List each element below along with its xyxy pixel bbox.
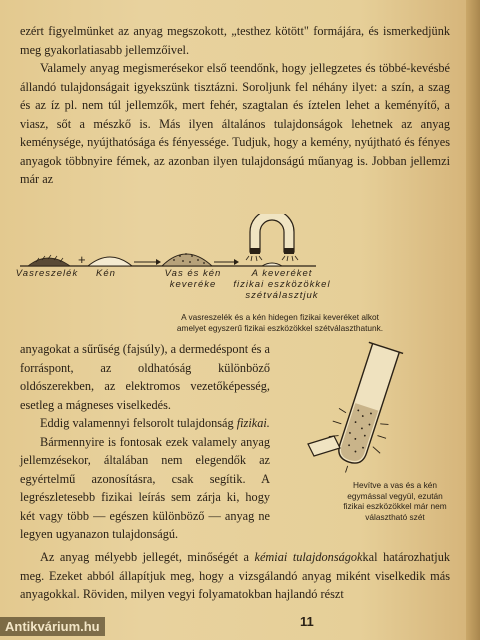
p4-italic: fizikai. [236,416,270,430]
label-iron-filings: Vasreszelék [15,268,79,279]
figure2-caption: Hevítve a vas és a kén egymással vegyül, ezután fizikai eszközökkel már nem választható szét [343,480,447,522]
paragraph-5: Bármennyire is fontosak ezek valamely anyag jellemzésekor, általában nem elegendők az egyértelmű azonosításra, csak segítik. A legrészletesebb fizikai leírás sem zárja ki, hogy két vagy több — egészen különböző — anyag ne legyen ugyanazon tulajdonságú. [20,434,270,541]
paragraph-1: ezért figyelmünket az anyag megszokott, „testhez kötött" formájára, és ismerkedjünk meg gyakorlatiasabb jellemzőivel. [20,24,450,57]
paragraph-2: Valamely anyag megismerésekor első teendőnk, hogy jellegzetes és többé-kevésbé állandó tulajdonságait igyekszünk tisztázni. Soroljunk fel néhány ilyet: a szín, a szag és az íz pl. nem túl jellemzők, mert fehér, szagtalan és íztelen lehet a keményítő, a viasz, sőt a mészkő is. Más ilyen általános tulajdonságok lehetnek az anyag keménysége, nyújthatósága és fényessége. Tudjuk, hogy a kemény, nyújtható és fényes anyagok többnyire fémek, az azonban ilyen tulajdonságú műanyag is. Jobban jellemzi már az [20,61,450,186]
iron-filings-pile [28,258,70,266]
label-mixture-text: Vas és kén keveréke [164,268,222,290]
p6-text-c: kal határozhatjuk meg. Ezeket abból állapítjuk meg, hogy a vizsgálandó anyag miként viselkedik más anyagokkal. Röviden, milyen vegyi folyamatokban hajlandó részt [20,550,450,601]
figure-test-tube [290,340,450,480]
text-block-bottom [20,548,450,604]
paragraph-6 [20,548,450,604]
figure1-caption-text: A vasreszelék és a kén hidegen fizikai keveréket alkot amelyet egyszerű fizikai eszközökkel szétválaszthatunk. [176,312,384,333]
plus-sign: + [78,252,86,267]
p6-text-a: Az anyag mélyebb jellegét, minőségét a [40,550,255,564]
paragraph-4 [20,414,270,433]
text-block-middle [20,340,270,544]
horseshoe-magnet [250,214,294,252]
watermark: Antikvárium.hu [0,617,105,636]
paragraph-3: anyagokat a sűrűség (fajsúly), a dermedéspont és a forráspont, az oldhatóság különböző oldószerekben, az elektromos vezetőképesség, esetleg a mágneses viselkedés. [20,342,270,412]
tube-holder [308,436,340,456]
page-edge [466,0,480,640]
label-result [222,268,342,301]
text-block-top [20,22,450,189]
sulfur-pile [88,257,132,266]
label-sulfur: Kén [96,268,116,279]
page-number: 11 [300,614,314,629]
label-result-text: A keveréket fizikai eszközökkel szétválasztjuk [233,268,331,301]
p4-text: Eddig valamennyi felsorolt tulajdonság [40,416,237,430]
mixture-pile [162,254,212,266]
p6-italic: kémiai tulajdonságok [254,550,363,564]
figure1-caption [110,312,450,333]
